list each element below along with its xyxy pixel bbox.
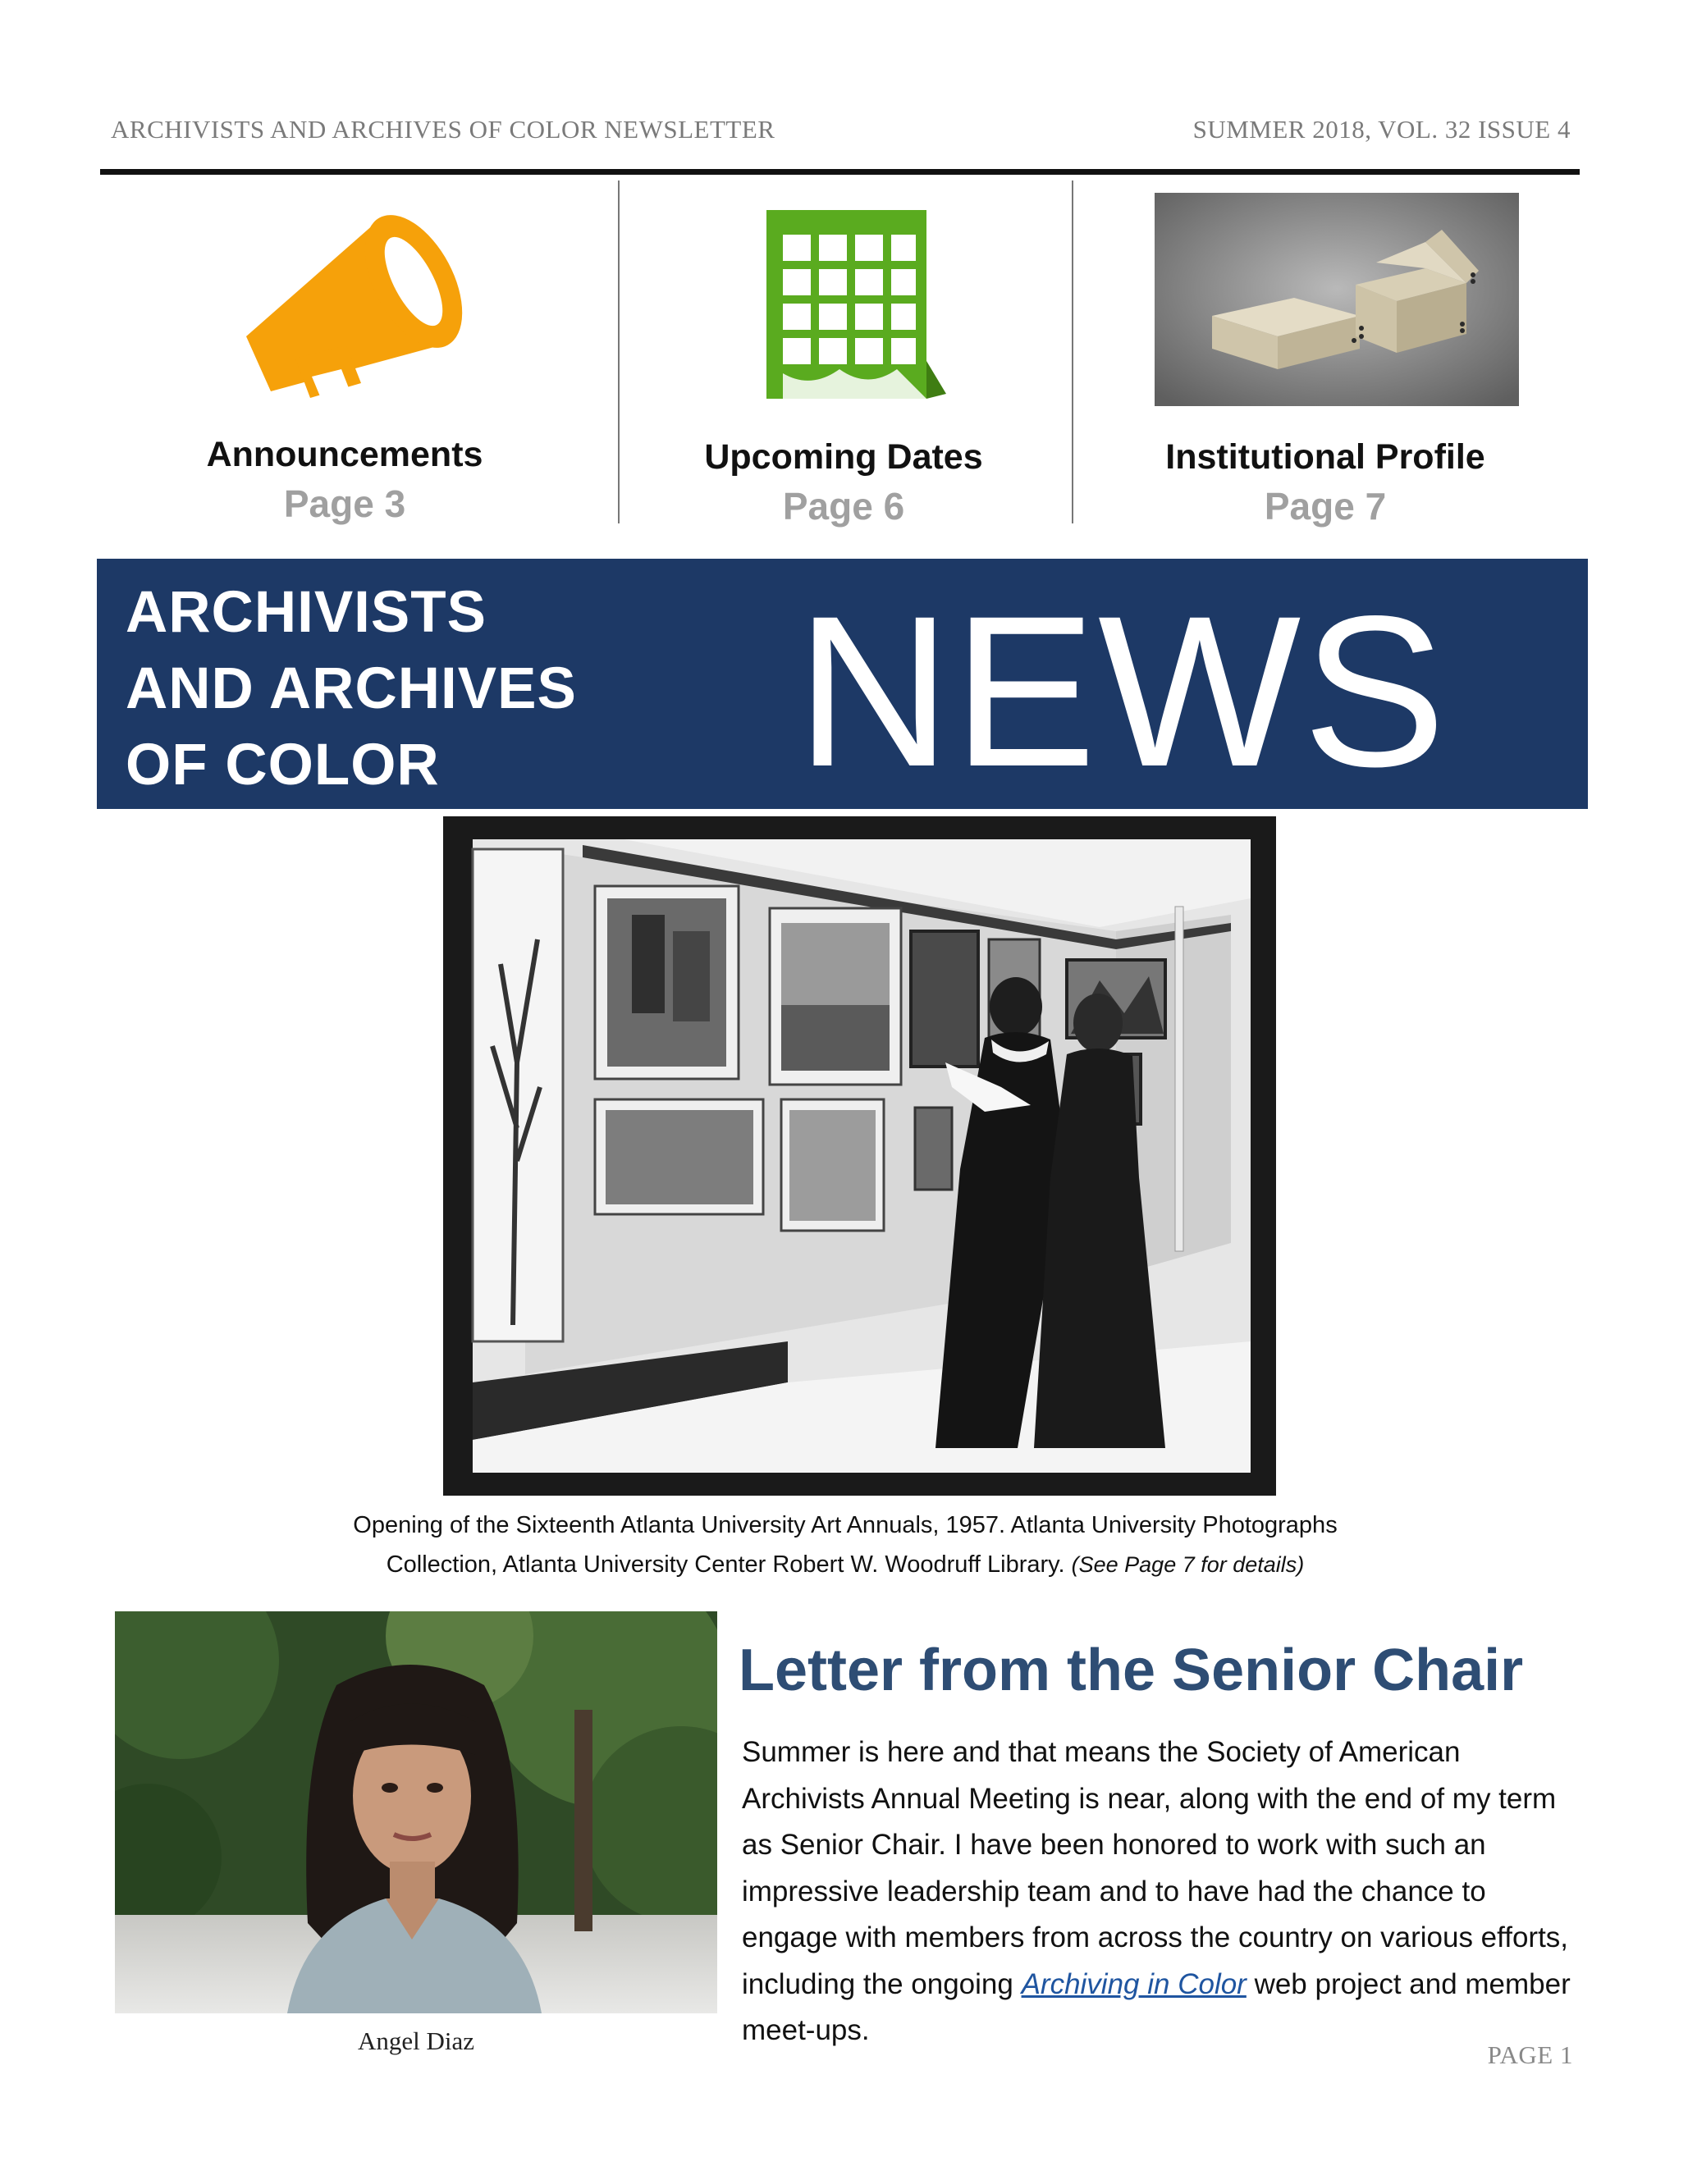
- masthead-line: AND ARCHIVES: [126, 656, 577, 721]
- header-rule: [100, 169, 1580, 175]
- masthead-line: ARCHIVISTS: [126, 580, 487, 645]
- teaser-page: Page 6: [782, 485, 905, 528]
- teaser-institutional-profile[interactable]: [1100, 189, 1559, 533]
- portrait-caption: Angel Diaz: [357, 2026, 475, 2055]
- letter-title: Letter from the Senior Chair: [739, 1638, 1524, 1703]
- issue-label: SUMMER 2018, VOL. 32 ISSUE 4: [1192, 115, 1571, 144]
- caption-note: (See Page 7 for details): [1071, 1552, 1305, 1577]
- teaser-title: Announcements: [206, 435, 483, 474]
- teaser-announcements[interactable]: [115, 189, 574, 533]
- masthead-line: OF COLOR: [126, 733, 440, 797]
- teaser-title: Institutional Profile: [1165, 437, 1485, 477]
- teaser-page: Page 3: [283, 482, 406, 525]
- teaser-page: Page 7: [1264, 485, 1387, 528]
- caption-line: Collection, Atlanta University Center Robert W. Woodruff Library.: [386, 1551, 1065, 1578]
- masthead-org-name: [126, 574, 700, 803]
- letter-text: web project and member meet-ups.: [742, 1967, 1571, 2046]
- newsletter-name: ARCHIVISTS AND ARCHIVES OF COLOR NEWSLETTER: [111, 115, 775, 144]
- teaser-upcoming-dates[interactable]: [614, 189, 1073, 533]
- masthead-news: NEWS: [796, 571, 1448, 811]
- feature-photo: [443, 816, 1276, 1496]
- feature-photo-caption: [246, 1505, 1444, 1584]
- calendar-icon: [762, 205, 950, 406]
- portrait-photo: [115, 1611, 717, 2013]
- letter-text: Summer is here and that means the Society of American Archivists Annual Meeting is near, along with the end of my term as Senior Chair. I have been honored to work with such an impressive leadership team and to have had the chance to engage with members from across the country on various efforts, including the ongoing: [742, 1736, 1569, 2000]
- column-divider: [1072, 180, 1073, 523]
- teaser-title: Upcoming Dates: [704, 437, 983, 477]
- letter-body: [742, 1729, 1579, 2054]
- archival-box-photo: [1155, 193, 1519, 406]
- megaphone-icon: [238, 201, 476, 406]
- caption-line: Opening of the Sixteenth Atlanta University Art Annuals, 1957. Atlanta University Photographs: [353, 1512, 1338, 1538]
- page-number: PAGE 1: [1487, 2040, 1573, 2069]
- archiving-in-color-link[interactable]: Archiving in Color: [1021, 1967, 1247, 2000]
